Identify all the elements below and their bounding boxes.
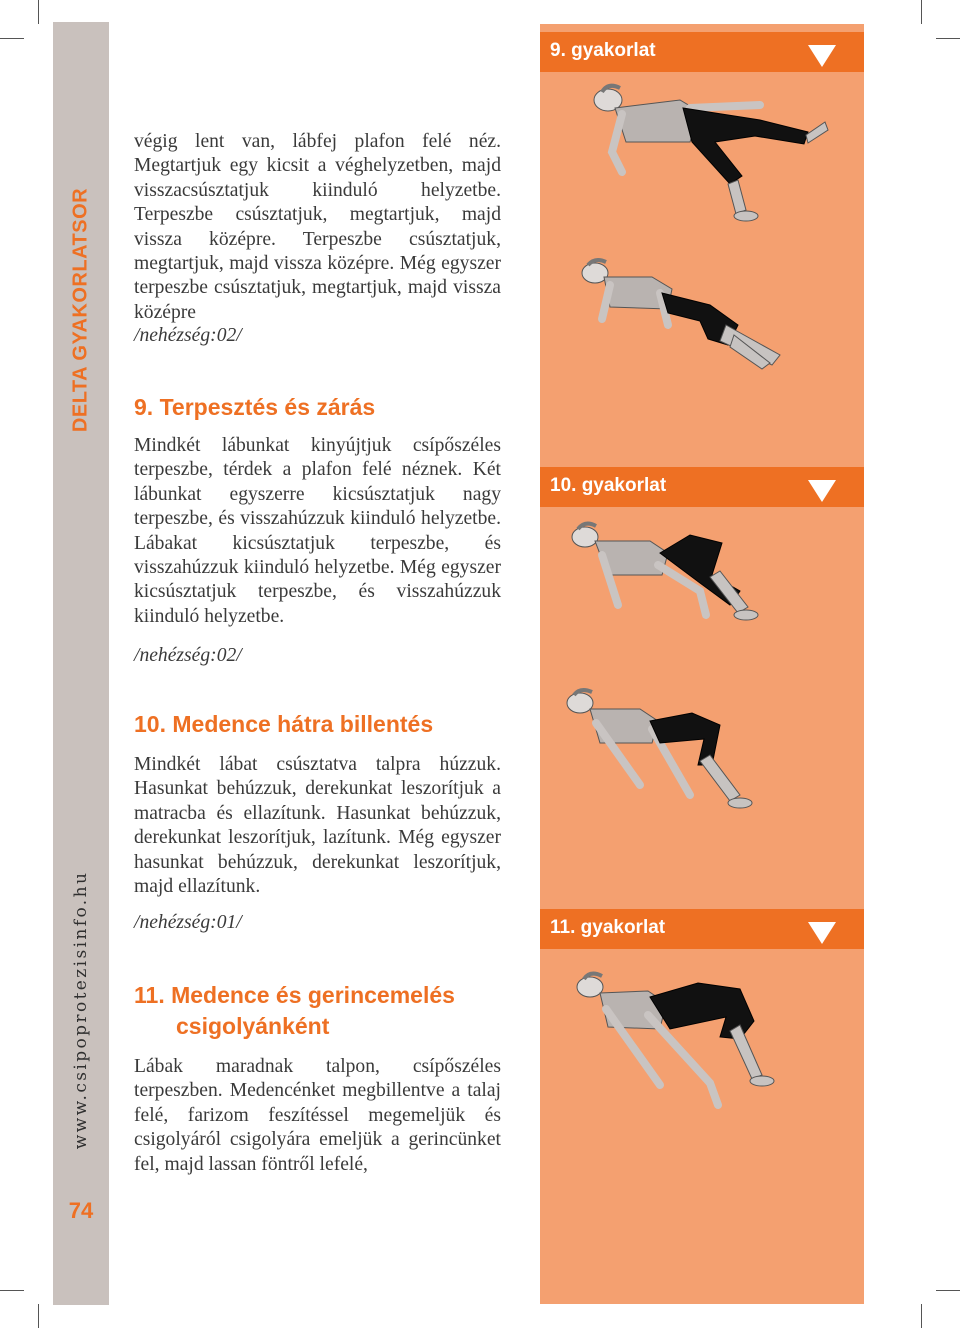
- exercise-10-title: 10. Medence hátra billentés: [134, 711, 434, 737]
- crop-mark: [936, 38, 960, 39]
- exercise-11-title: 11. Medence és gerincemelés: [134, 982, 455, 1008]
- crop-mark: [936, 1290, 960, 1291]
- exercise-9-figure-spread: [540, 80, 864, 250]
- exercise-9-difficulty: /nehézség:02/: [134, 645, 242, 666]
- band-label: 10. gyakorlat: [550, 475, 667, 496]
- page-number: 74: [68, 1198, 94, 1223]
- exercise-10-band: [540, 467, 864, 507]
- triangle-down-icon: [808, 922, 836, 944]
- exercise-9-title: 9. Terpesztés és zárás: [134, 394, 376, 420]
- crop-mark: [38, 0, 39, 24]
- exercise-10-figure-start: [540, 515, 864, 640]
- exercise-11-band: [540, 909, 864, 949]
- exercise-11-body: Lábak maradnak talpon, csípőszéles terpeszben. Medencénket megbillentve a talaj felé, farizom feszítéssel megemeljük és csigolyáról csigolyára emeljük a gerincünket fel, majd lassan föntről lefelé,: [134, 1056, 501, 1175]
- crop-mark: [921, 0, 922, 24]
- exercise-10-difficulty: /nehézség:01/: [134, 912, 242, 933]
- crop-mark: [921, 1304, 922, 1328]
- website-url: www.csipoprotezisinfo.hu: [71, 870, 91, 1150]
- triangle-down-icon: [808, 45, 836, 67]
- exercise-11-figure-bridge: [540, 965, 864, 1130]
- exercise-9-figure-closed: [540, 255, 864, 380]
- exercise-11-title-continued: csigolyánként: [176, 1013, 330, 1039]
- intro-paragraph: végig lent van, lábfej plafon felé néz. Megtartjuk egy kicsit a véghelyzetben, majd visszacsúsztatjuk kiinduló helyzetbe. Terpeszbe csúsztatjuk, megtartjuk, majd vissza középre. Terpeszbe csúsztatjuk, megtartjuk, majd vissza középre. Még egyszer terpeszbe csúsztatjuk, megtartjuk, majd vissza középre: [134, 131, 501, 323]
- exercise-10-figure-tilt: [540, 685, 864, 830]
- exercise-9-band: [540, 32, 864, 72]
- exercise-9-body: Mindkét lábunkat kinyújtjuk csípőszéles terpeszbe, térdek a plafon felé néznek. Két lábunkat egyszerre kicsúsztatjuk nagy terpeszbe, és visszahúzzuk kiinduló helyzetbe. Lábakat kicsúsztatjuk terpeszbe, és visszahúzzuk kiinduló helyzetbe. Még egyszer kicsúsztatjuk terpeszbe, és visszahúzzuk kiinduló helyzetbe.: [134, 435, 501, 627]
- series-title: DELTA GYAKORLATSOR: [69, 187, 92, 433]
- intro-difficulty: /nehézség:02/: [134, 325, 242, 346]
- crop-mark: [0, 1290, 24, 1291]
- exercise-10-body: Mindkét lábat csúsztatva talpra húzzuk. Hasunkat behúzzuk, derekunkat leszorítjuk a matracba és ellazítunk. Hasunkat behúzzuk, derekunkat leszorítjuk, lazítunk. Még egyszer hasunkat behúzzuk, derekunkat leszorítjuk, majd ellazítunk.: [134, 754, 501, 898]
- band-label: 11. gyakorlat: [550, 917, 666, 938]
- crop-mark: [0, 38, 24, 39]
- triangle-down-icon: [808, 480, 836, 502]
- crop-mark: [38, 1304, 39, 1328]
- band-label: 9. gyakorlat: [550, 40, 656, 61]
